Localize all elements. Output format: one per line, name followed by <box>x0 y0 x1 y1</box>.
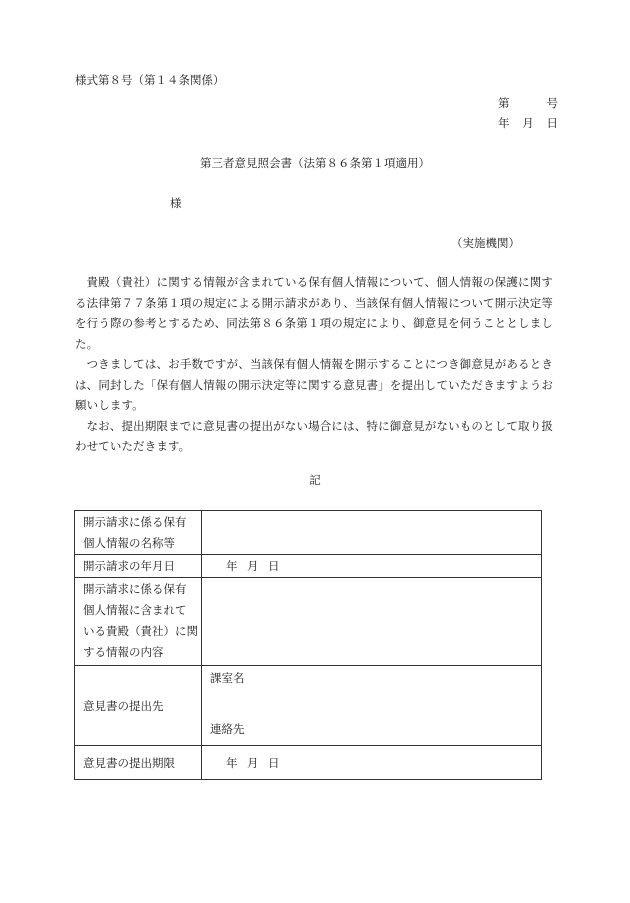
deadline-year: 年 <box>226 755 238 770</box>
destination-contact: 連絡先 <box>210 722 245 736</box>
body-text <box>75 272 553 457</box>
document-number-prefix: 第 <box>498 96 510 110</box>
deadline-day: 日 <box>268 755 280 770</box>
label-line: する情報の内容 <box>83 645 164 659</box>
label-request-name <box>75 511 202 555</box>
table-row-submission-deadline <box>75 746 542 780</box>
value-request-name <box>202 511 542 555</box>
deadline-month: 月 <box>247 755 259 770</box>
document-date <box>498 113 558 133</box>
value-info-content <box>202 578 542 666</box>
value-request-date <box>202 555 542 578</box>
table-row-request-date <box>75 555 542 578</box>
document-date-year: 年 <box>498 116 510 130</box>
label-submission-destination: 意見書の提出先 <box>75 666 202 746</box>
ki-heading: 記 <box>309 473 321 487</box>
table-row-request-name <box>75 511 542 555</box>
issuer-name: （実施機関） <box>451 236 520 250</box>
body-paragraph-1: 貴殿（貴社）に関する情報が含まれている保有個人情報について、個人情報の保護に関する法律第７７条第１項の規定による開示請求があり、当該保有個人情報について開示決定等を行う際の参考とするため、同法第８６条第１項の規定により、御意見を伺うこととしました。 <box>75 275 553 351</box>
info-table <box>74 510 542 780</box>
destination-room: 課室名 <box>210 671 245 685</box>
label-info-content <box>75 578 202 666</box>
request-date-year: 年 <box>226 559 238 573</box>
label-line: 開示請求に係る保有 <box>83 515 187 529</box>
label-submission-deadline: 意見書の提出期限 <box>75 746 202 780</box>
document-number <box>498 93 558 113</box>
form-number: 様式第８号（第１４条関係） <box>75 73 225 87</box>
body-paragraph-3: なお、提出期限までに意見書の提出がない場合には、特に御意見がないものとして取り扱わせていただきます。 <box>75 418 553 453</box>
label-line: 個人情報の名称等 <box>83 536 175 550</box>
label-line: いる貴殿（貴社）に関 <box>83 624 198 638</box>
request-date-day: 日 <box>268 559 280 573</box>
value-submission-deadline <box>202 746 542 780</box>
value-submission-destination <box>202 666 542 746</box>
document-title: 第三者意見照会書（法第８６条第１項適用） <box>200 156 430 170</box>
table-row-info-content <box>75 578 542 666</box>
addressee-suffix: 様 <box>170 196 182 210</box>
document-number-suffix: 号 <box>546 96 558 110</box>
label-line: 個人情報に含まれて <box>83 603 187 617</box>
request-date-month: 月 <box>247 559 259 573</box>
label-request-date: 開示請求の年月日 <box>75 555 202 578</box>
document-date-day: 日 <box>546 116 558 130</box>
table-row-submission-destination <box>75 666 542 746</box>
body-paragraph-2: つきましては、お手数ですが、当該保有個人情報を開示することにつき御意見があるときは、同封した「保有個人情報の開示決定等に関する意見書」を提出していただきますようお願いします。 <box>75 357 553 412</box>
document-date-month: 月 <box>522 116 534 130</box>
label-line: 開示請求に係る保有 <box>83 582 187 596</box>
